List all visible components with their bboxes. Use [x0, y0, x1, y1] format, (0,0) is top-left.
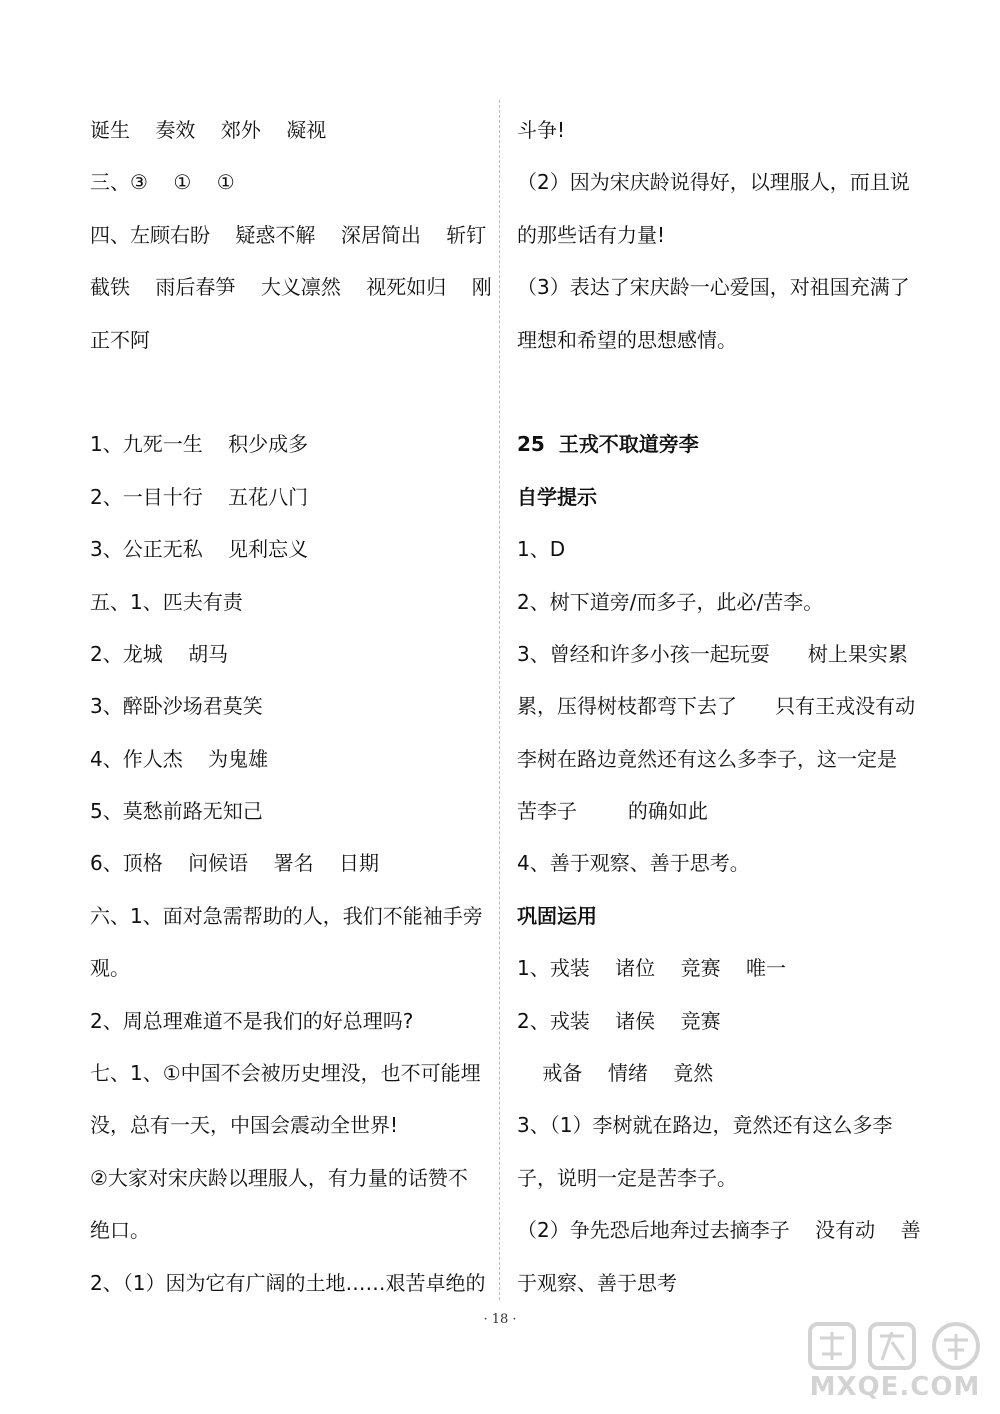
answer-line: 3、公正无私 见利忘义 [90, 537, 309, 562]
answer-line: 5、莫愁前路无知己 [90, 799, 263, 824]
answer-line: 观。 [90, 956, 130, 981]
answer-line: 没，总有一天，中国会震动全世界! [90, 1113, 399, 1138]
watermark-emblem-icon [800, 1318, 990, 1374]
answer-line: 子，说明一定是苦李子。 [517, 1165, 737, 1190]
answer-line: 2、一目十行 五花八门 [90, 484, 309, 509]
section-heading: 自学提示 [517, 484, 597, 509]
answer-line: 2、龙城 胡马 [90, 641, 229, 666]
answer-line: 截铁 雨后春笋 大义凛然 视死如归 刚 [90, 275, 492, 300]
answer-line: 六、1、面对急需帮助的人，我们不能袖手旁 [90, 903, 483, 928]
answer-line: 2、周总理难道不是我们的好总理吗? [90, 1008, 414, 1033]
answer-line: 苦李子 的确如此 [517, 799, 708, 824]
answer-line: 四、左顾右盼 疑惑不解 深居简出 斩钉 [90, 222, 487, 247]
watermark-text: MXQE.COM [809, 1372, 981, 1402]
answer-line: 3、醉卧沙场君莫笑 [90, 694, 263, 719]
answer-line [90, 366, 490, 418]
answer-line: 三、③ ① ① [90, 170, 235, 195]
answer-line: 4、作人杰 为鬼雄 [90, 746, 269, 771]
left-column [90, 104, 490, 1309]
watermark-logo [800, 1318, 990, 1408]
answer-line: 七、1、①中国不会被历史埋没，也不可能埋 [90, 1061, 481, 1086]
answer-line: （2）因为宋庆龄说得好，以理服人，而且说 [517, 170, 910, 195]
answer-line: 的那些话有力量! [517, 222, 666, 247]
section-heading: 巩固运用 [517, 903, 597, 928]
answer-line: 戒备 情绪 竟然 [517, 1061, 714, 1086]
answer-line: 累，压得树枝都弯下去了 只有王戎没有动 [517, 694, 916, 719]
answer-line: 2、戎装 诸侯 竞赛 [517, 1008, 721, 1033]
page-number: · 18 · [483, 1312, 517, 1327]
answer-line: 斗争! [517, 118, 566, 142]
answer-line: 绝口。 [90, 1218, 150, 1243]
answer-line [517, 366, 917, 418]
answer-line: 李树在路边竟然还有这么多李子，这一定是 [517, 746, 897, 771]
section-heading: 25 王戎不取道旁李 [517, 432, 699, 457]
answer-line: 正不阿 [90, 327, 150, 352]
answer-line: 2、树下道旁/而多子，此必/苦李。 [517, 589, 824, 614]
answer-line: 于观察、善于思考 [517, 1270, 677, 1295]
answer-line: 五、1、匹夫有责 [90, 589, 243, 614]
answer-line: （3）表达了宋庆龄一心爱国，对祖国充满了 [517, 275, 910, 300]
answer-line: 4、善于观察、善于思考。 [517, 851, 750, 876]
right-column [517, 104, 921, 1309]
answer-line: 3、（1）李树就在路边，竟然还有这么多李 [517, 1113, 893, 1138]
answer-line: 1、九死一生 积少成多 [90, 432, 309, 457]
answer-line: ②大家对宋庆龄以理服人，有力量的话赞不 [90, 1165, 468, 1190]
column-divider [499, 100, 500, 1300]
answer-line: 诞生 奏效 郊外 凝视 [90, 118, 327, 142]
answer-line: 3、曾经和许多小孩一起玩耍 树上果实累 [517, 641, 908, 666]
answer-line: 1、戎装 诸位 竞赛 唯一 [517, 956, 787, 981]
answer-line: 2、（1）因为它有广阔的土地……艰苦卓绝的 [90, 1270, 486, 1295]
answer-line: 理想和希望的思想感情。 [517, 327, 737, 352]
answer-line: 6、顶格 问候语 署名 日期 [90, 851, 380, 876]
answer-line: 1、D [517, 537, 566, 562]
answer-line: （2）争先恐后地奔过去摘李子 没有动 善 [517, 1218, 921, 1243]
